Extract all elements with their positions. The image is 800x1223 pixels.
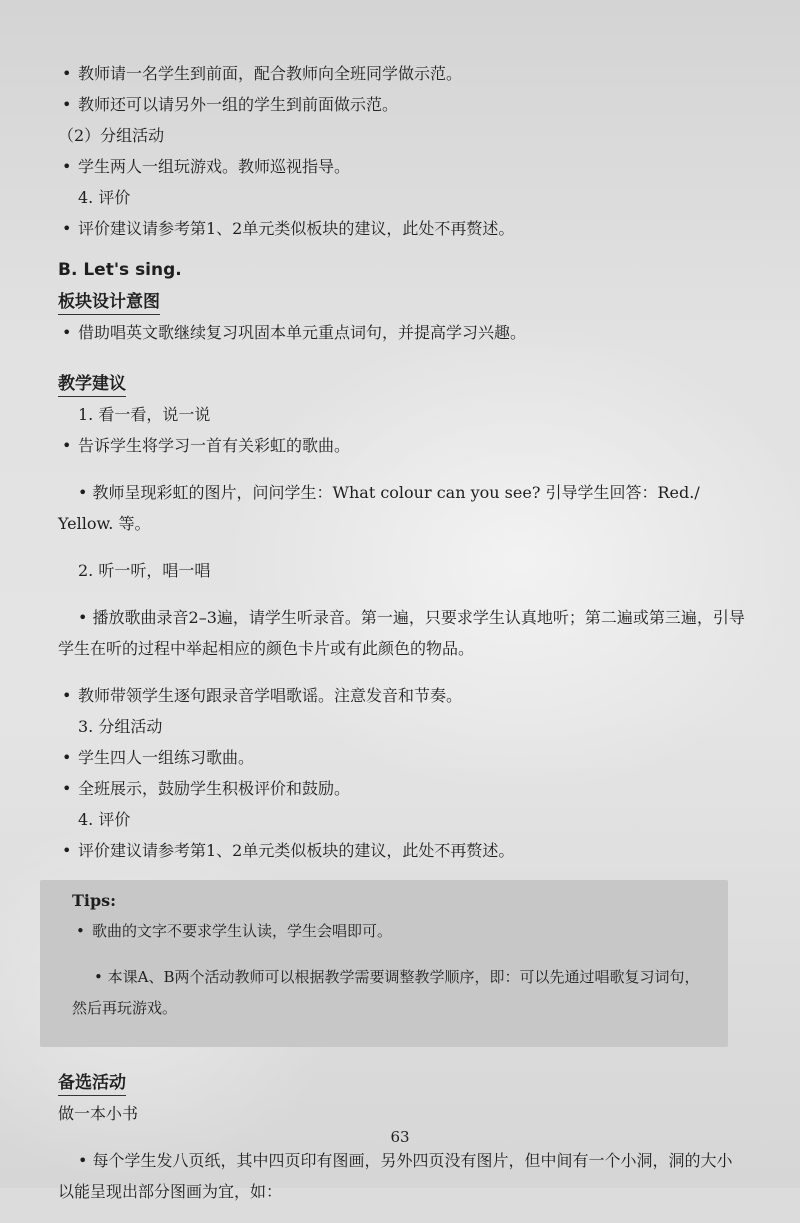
optional-activity-bullet: • 每个学生发八页纸，其中四页印有图画，另外四页没有图片，但中间有一个小洞，洞的大小以能呈现出部分图画为宜，如：: [58, 1151, 733, 1201]
page-number: 63: [390, 1128, 410, 1146]
step-1-title: 1. 看一看，说一说: [78, 405, 211, 424]
heading-optional-activity: 备选活动: [58, 1071, 126, 1096]
heading-board-design: 板块设计意图: [58, 290, 160, 315]
top-bullet-2: • 教师还可以请另外一组的学生到前面做示范。: [58, 89, 748, 120]
board-design-bullet: • 借助唱英文歌继续复习巩固本单元重点词句，并提高学习兴趣。: [58, 317, 748, 348]
section-b-title: B. Let's sing.: [58, 260, 182, 280]
tips-bullet-2-text: 本课A、B两个活动教师可以根据教学需要调整教学顺序，即：可以先通过唱歌复习词句，然后再玩游戏。: [72, 968, 700, 1017]
optional-activity-title: 做一本小书: [58, 1104, 139, 1123]
step-3-bullet-2: • 全班展示，鼓励学生积极评价和鼓励。: [58, 773, 748, 804]
evaluation-bullet-2: • 评价建议请参考第1、2单元类似板块的建议，此处不再赘述。: [58, 835, 748, 866]
top-bullet-1: • 教师请一名学生到前面，配合教师向全班同学做示范。: [58, 58, 748, 89]
page-content: [58, 58, 748, 1223]
evaluation-bullet-1: • 评价建议请参考第1、2单元类似板块的建议，此处不再赘述。: [58, 213, 748, 244]
step-1-bullet-2: • 教师呈现彩虹的图片，问问学生：What colour can you see? 引导学生回答：Red./ Yellow. 等。: [58, 483, 700, 533]
optional-activity-bullet-text: 每个学生发八页纸，其中四页印有图画，另外四页没有图片，但中间有一个小洞，洞的大小以能呈现出部分图画为宜，如：: [58, 1151, 733, 1201]
step-2-bullet-2: • 教师带领学生逐句跟录音学唱歌谣。注意发音和节奏。: [58, 680, 748, 711]
step-2-bullet-1: • 播放歌曲录音2–3遍，请学生听录音。第一遍，只要求学生认真地听；第二遍或第三遍，引导学生在听的过程中举起相应的颜色卡片或有此颜色的物品。: [58, 608, 745, 658]
evaluation-title-1: 4. 评价: [78, 188, 131, 207]
group-activity-bullet: • 学生两人一组玩游戏。教师巡视指导。: [58, 151, 748, 182]
step-1-bullet-1: • 告诉学生将学习一首有关彩虹的歌曲。: [58, 430, 748, 461]
tips-bullet-2: • 本课A、B两个活动教师可以根据教学需要调整教学顺序，即：可以先通过唱歌复习词句，然后再玩游戏。: [72, 968, 700, 1017]
step-1-bullet-2-text: 教师呈现彩虹的图片，问问学生：What colour can you see? 引导学生回答：Red./ Yellow. 等。: [58, 483, 700, 533]
step-3-title: 3. 分组活动: [78, 717, 163, 736]
step-2-title: 2. 听一听，唱一唱: [78, 561, 211, 580]
group-activity-title: （2）分组活动: [58, 126, 165, 145]
evaluation-title-2: 4. 评价: [78, 810, 131, 829]
tips-box: [40, 880, 728, 1047]
step-3-bullet-1: • 学生四人一组练习歌曲。: [58, 742, 748, 773]
tips-title: Tips:: [72, 891, 117, 910]
heading-teaching-advice: 教学建议: [58, 372, 126, 397]
step-2-bullet-1-text: 播放歌曲录音2–3遍，请学生听录音。第一遍，只要求学生认真地听；第二遍或第三遍，引导学生在听的过程中举起相应的颜色卡片或有此颜色的物品。: [58, 608, 745, 658]
tips-bullet-1: • 歌曲的文字不要求学生认读，学生会唱即可。: [72, 916, 714, 947]
